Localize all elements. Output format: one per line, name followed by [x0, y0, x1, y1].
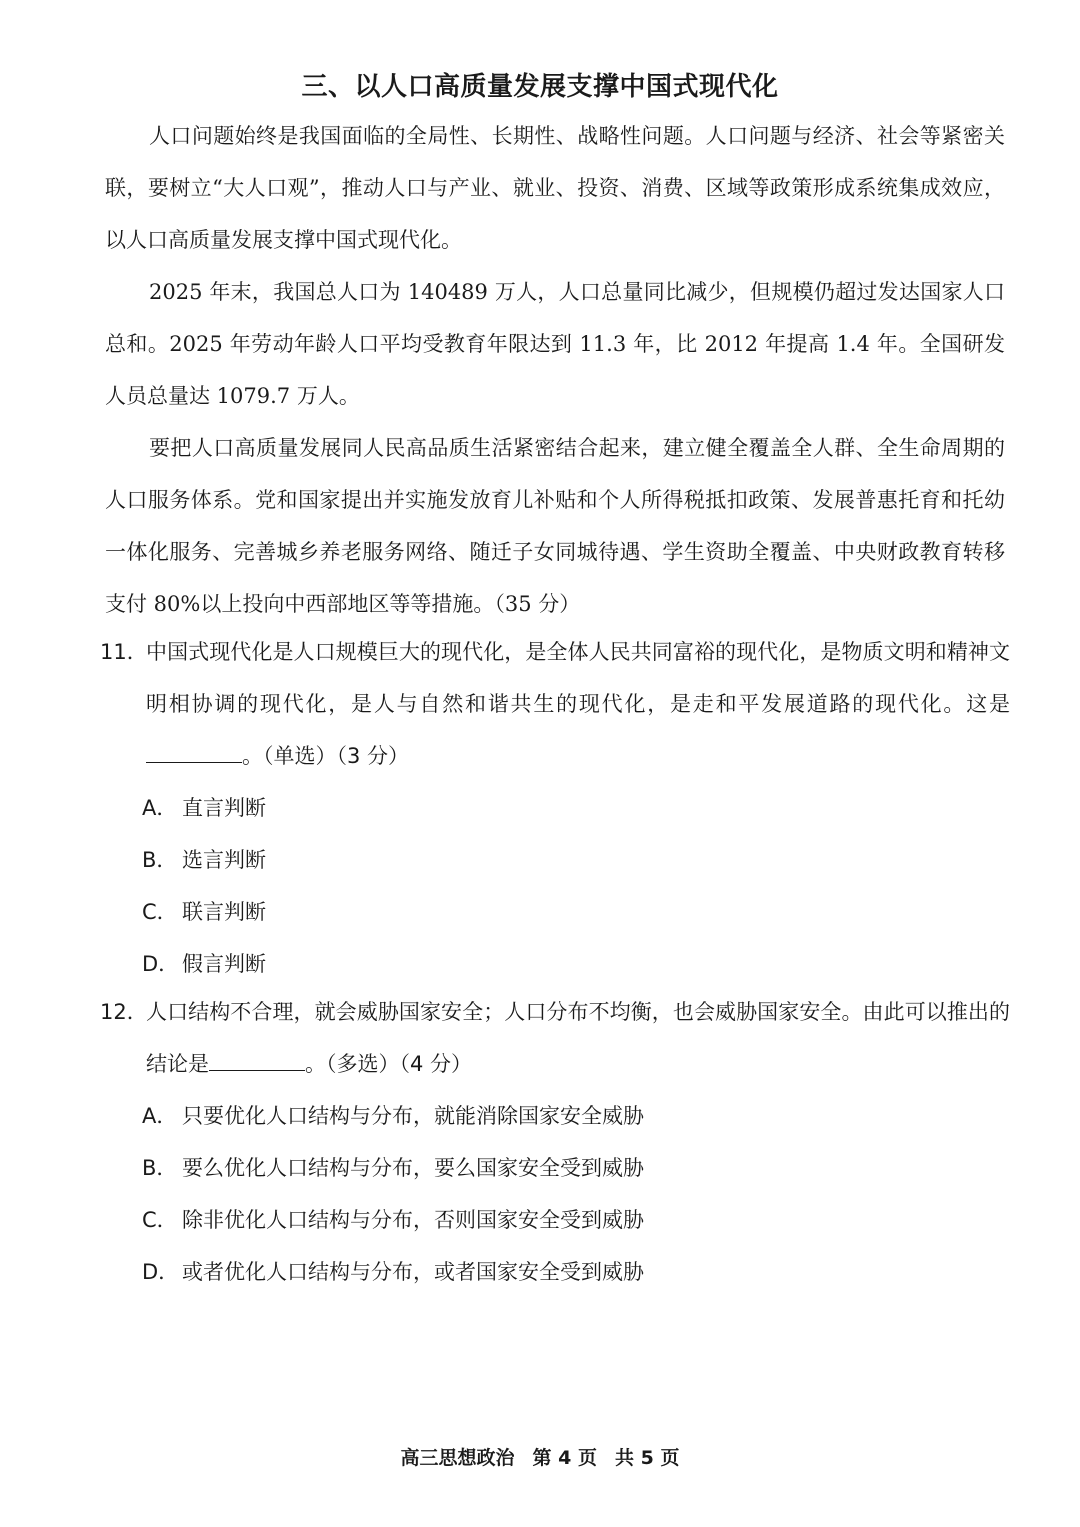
- page-footer: [0, 1443, 1080, 1470]
- question-stem-text: 人口结构不合理，就会威胁国家安全；人口分布不均衡，也会威胁国家安全。由此可以推出的结论是: [146, 1000, 1010, 1076]
- question-stem-text: 中国式现代化是人口规模巨大的现代化，是全体人民共同富裕的现代化，是物质文明和精神文明相协调的现代化，是人与自然和谐共生的现代化，是走和平发展道路的现代化。这是: [146, 640, 1010, 716]
- option-c[interactable]: [142, 886, 1010, 938]
- option-b[interactable]: [142, 834, 1010, 886]
- answer-blank[interactable]: [146, 742, 242, 763]
- option-key: A．: [142, 796, 178, 820]
- question-stem-suffix: 。（单选）（3 分）: [242, 744, 410, 768]
- option-text: 直言判断: [182, 796, 266, 820]
- option-b[interactable]: [142, 1142, 1010, 1194]
- question-stem: [146, 986, 1010, 1090]
- question-number: 11．: [100, 640, 148, 664]
- question-12: [100, 986, 1010, 1298]
- question-11: [100, 626, 1010, 990]
- option-text: 除非优化人口结构与分布，否则国家安全受到威胁: [182, 1208, 644, 1232]
- section-title: 三、以人口高质量发展支撑中国式现代化: [301, 72, 779, 102]
- option-c[interactable]: [142, 1194, 1010, 1246]
- option-key: B．: [142, 1156, 178, 1180]
- option-text: 要么优化人口结构与分布，要么国家安全受到威胁: [182, 1156, 644, 1180]
- option-text: 或者优化人口结构与分布，或者国家安全受到威胁: [182, 1260, 644, 1284]
- option-text: 选言判断: [182, 848, 266, 872]
- footer-subject: 高三思想政治: [400, 1447, 515, 1469]
- option-key: C．: [142, 1208, 178, 1232]
- option-a[interactable]: [142, 782, 1010, 834]
- option-key: D．: [142, 1260, 180, 1284]
- option-text: 假言判断: [182, 952, 266, 976]
- option-text: 联言判断: [182, 900, 266, 924]
- question-stem: [146, 626, 1010, 782]
- material-paragraph-3: 要把人口高质量发展同人民高品质生活紧密结合起来，建立健全覆盖全人群、全生命周期的人口服务体系。党和国家提出并实施发放育儿补贴和个人所得税抵扣政策、发展普惠托育和托幼一体化服务、完善城乡养老服务网络、随迁子女同城待遇、学生资助全覆盖、中央财政教育转移支付 80%以上投向中西部地区等等措施。（35 分）: [105, 436, 1005, 616]
- option-a[interactable]: [142, 1090, 1010, 1142]
- footer-total-pages: 共 5 页: [615, 1447, 680, 1469]
- question-stem-suffix: 。（多选）（4 分）: [305, 1052, 473, 1076]
- option-text: 只要优化人口结构与分布，就能消除国家安全威胁: [182, 1104, 644, 1128]
- option-key: A．: [142, 1104, 178, 1128]
- material-paragraph-1: 人口问题始终是我国面临的全局性、长期性、战略性问题。人口问题与经济、社会等紧密关联，要树立“大人口观”，推动人口与产业、就业、投资、消费、区域等政策形成系统集成效应，以人口高质量发展支撑中国式现代化。: [105, 124, 1005, 252]
- footer-page-number: 第 4 页: [532, 1447, 597, 1469]
- options-list: [142, 782, 1010, 990]
- material-paragraph-2: 2025 年末，我国总人口为 140489 万人，人口总量同比减少，但规模仍超过发达国家人口总和。2025 年劳动年龄人口平均受教育年限达到 11.3 年，比 2012 年提高 1.4 年。全国研发人员总量达 1079.7 万人。: [105, 280, 1005, 408]
- option-key: C．: [142, 900, 178, 924]
- question-number: 12．: [100, 1000, 148, 1024]
- option-key: B．: [142, 848, 178, 872]
- option-key: D．: [142, 952, 180, 976]
- options-list: [142, 1090, 1010, 1298]
- answer-blank[interactable]: [209, 1050, 305, 1071]
- option-d[interactable]: [142, 1246, 1010, 1298]
- option-d[interactable]: [142, 938, 1010, 990]
